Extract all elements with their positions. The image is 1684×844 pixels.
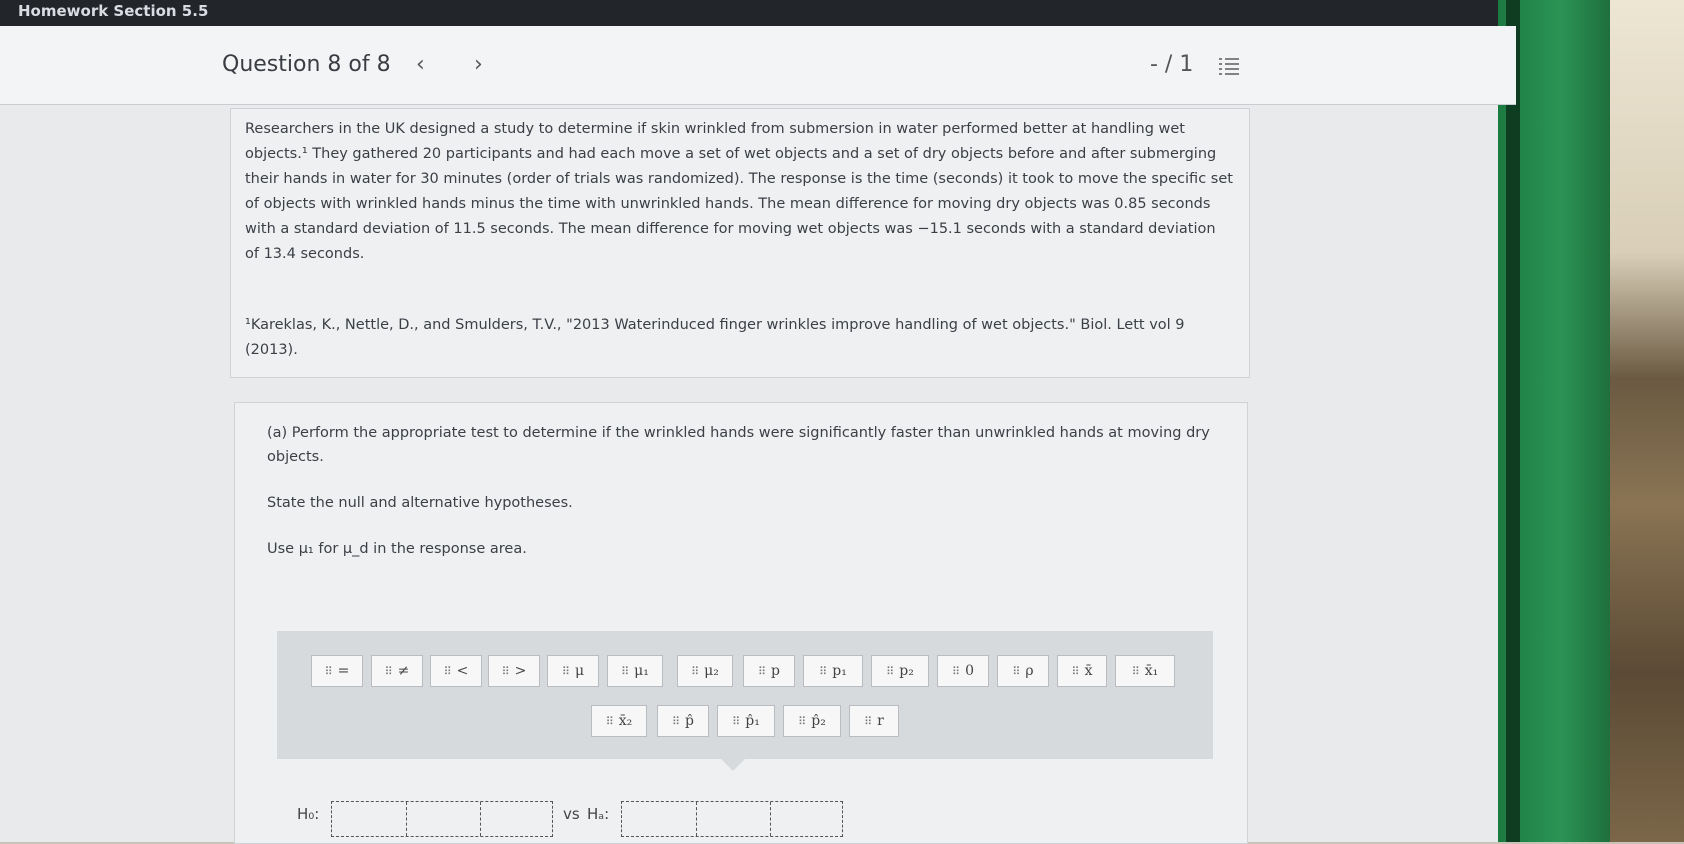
tile-p-hat2[interactable]: [783, 705, 841, 737]
tile-label: ρ: [1025, 663, 1034, 679]
tile-label: p̂₁: [745, 713, 760, 729]
tile-label: p₂: [899, 663, 914, 679]
drag-handle-icon: ⠿: [605, 714, 613, 728]
passage-line: with a standard deviation of 11.5 seconds. The mean difference for moving wet objects was −15.1 seconds with a standard deviation: [245, 221, 1216, 237]
tile-label: x̄₁: [1144, 663, 1159, 679]
tile-p2[interactable]: [871, 655, 929, 687]
part-a-panel: [234, 402, 1248, 844]
tile-label: ≠: [397, 663, 410, 679]
tile-p[interactable]: [743, 655, 795, 687]
tile-label: p₁: [832, 663, 847, 679]
tile-label: μ: [574, 663, 585, 679]
passage-line: of 13.4 seconds.: [245, 246, 365, 262]
passage-line: their hands in water for 30 minutes (order of trials was randomized). The response is the time (seconds) it took to move the specific set: [245, 171, 1233, 187]
tile-p-hat[interactable]: [657, 705, 709, 737]
tile-label: μ₂: [704, 663, 719, 679]
next-question-button[interactable]: ›: [474, 52, 483, 77]
tile-label: 0: [965, 663, 974, 679]
tile-label: r: [877, 713, 884, 729]
tile-label: x̄₂: [618, 713, 633, 729]
part-a-prompt: (a) Perform the appropriate test to determine if the wrinkled hands were significantly faster than unwrinkled hands at moving dry: [267, 425, 1210, 441]
drag-handle-icon: ⠿: [671, 714, 680, 728]
window-title: Homework Section 5.5: [18, 2, 209, 20]
drag-handle-icon: ⠿: [443, 664, 451, 678]
vs-label: vs: [563, 805, 580, 823]
drag-handle-icon: ⠿: [798, 714, 806, 728]
tile-label: μ₁: [634, 663, 649, 679]
tile-label: p: [771, 663, 781, 679]
tile-zero[interactable]: [937, 655, 989, 687]
drag-handle-icon: ⠿: [691, 664, 699, 678]
tile-greater-than[interactable]: [488, 655, 540, 687]
tile-rho[interactable]: [997, 655, 1049, 687]
dropzone-slot-divider: [696, 802, 697, 836]
tile-p1[interactable]: [803, 655, 863, 687]
tile-label: <: [456, 663, 469, 679]
footnote-line: (2013).: [245, 342, 298, 358]
drag-handle-icon: ⠿: [757, 664, 766, 678]
tile-equals[interactable]: [311, 655, 363, 687]
tray-pointer: [721, 759, 745, 771]
tile-mu1[interactable]: [607, 655, 663, 687]
tile-label: p̂: [685, 713, 695, 729]
h0-label: H₀:: [297, 805, 320, 823]
use-note: Use μ₁ for μ_d in the response area.: [267, 541, 527, 557]
drag-handle-icon: ⠿: [384, 664, 392, 678]
instruction-text: State the null and alternative hypotheses.: [267, 495, 573, 511]
tile-mu2[interactable]: [677, 655, 733, 687]
dropzone-slot-divider: [480, 802, 481, 836]
tile-label: >: [514, 663, 527, 679]
tile-xbar[interactable]: [1057, 655, 1107, 687]
tile-p-hat1[interactable]: [717, 705, 775, 737]
ha-dropzone[interactable]: [621, 801, 843, 837]
monitor-edge: [1506, 0, 1520, 842]
tile-less-than[interactable]: [430, 655, 482, 687]
question-counter: Question 8 of 8: [222, 52, 391, 77]
passage-line: Researchers in the UK designed a study to determine if skin wrinkled from submersion in water performed better at handling wet: [245, 121, 1185, 137]
tile-label: p̂₂: [811, 713, 826, 729]
question-list-icon[interactable]: [1218, 56, 1240, 76]
question-passage: [230, 108, 1250, 378]
dropzone-slot-divider: [406, 802, 407, 836]
tile-xbar1[interactable]: [1115, 655, 1175, 687]
question-score: - / 1: [1150, 52, 1194, 77]
tile-xbar2[interactable]: [591, 705, 647, 737]
passage-line: of objects with wrinkled hands minus the time with unwrinkled hands. The mean difference for moving dry objects was 0.85 seconds: [245, 196, 1211, 212]
drag-handle-icon: ⠿: [732, 714, 740, 728]
drag-handle-icon: ⠿: [1012, 664, 1020, 678]
drag-handle-icon: ⠿: [324, 664, 332, 678]
drag-handle-icon: ⠿: [621, 664, 629, 678]
drag-handle-icon: ⠿: [864, 714, 872, 728]
drag-handle-icon: ⠿: [1131, 664, 1139, 678]
drag-handle-icon: ⠿: [501, 664, 509, 678]
tile-label: x̄: [1084, 663, 1093, 679]
dropzone-slot-divider: [770, 802, 771, 836]
tile-label: =: [337, 663, 350, 679]
drag-handle-icon: ⠿: [561, 664, 569, 678]
drag-handle-icon: ⠿: [1071, 664, 1079, 678]
footnote-line: ¹Kareklas, K., Nettle, D., and Smulders, T.V., "2013 Waterinduced finger wrinkles improve handling of wet objects." Biol. Lett vol 9: [245, 317, 1185, 333]
tile-not-equal[interactable]: [371, 655, 423, 687]
part-a-prompt: objects.: [267, 449, 324, 465]
tile-mu[interactable]: [547, 655, 599, 687]
passage-line: objects.¹ They gathered 20 participants and had each move a set of wet objects and a set of dry objects before and after submerging: [245, 146, 1217, 162]
background-photo: [1610, 0, 1684, 842]
h0-dropzone[interactable]: [331, 801, 553, 837]
ha-label: Hₐ:: [587, 805, 610, 823]
prev-question-button[interactable]: ‹: [416, 52, 425, 77]
window-titlebar: [0, 0, 1540, 26]
drag-handle-icon: ⠿: [819, 664, 827, 678]
drag-handle-icon: ⠿: [952, 664, 960, 678]
answer-tile-tray: [277, 631, 1213, 759]
tile-r[interactable]: [849, 705, 899, 737]
drag-handle-icon: ⠿: [886, 664, 894, 678]
